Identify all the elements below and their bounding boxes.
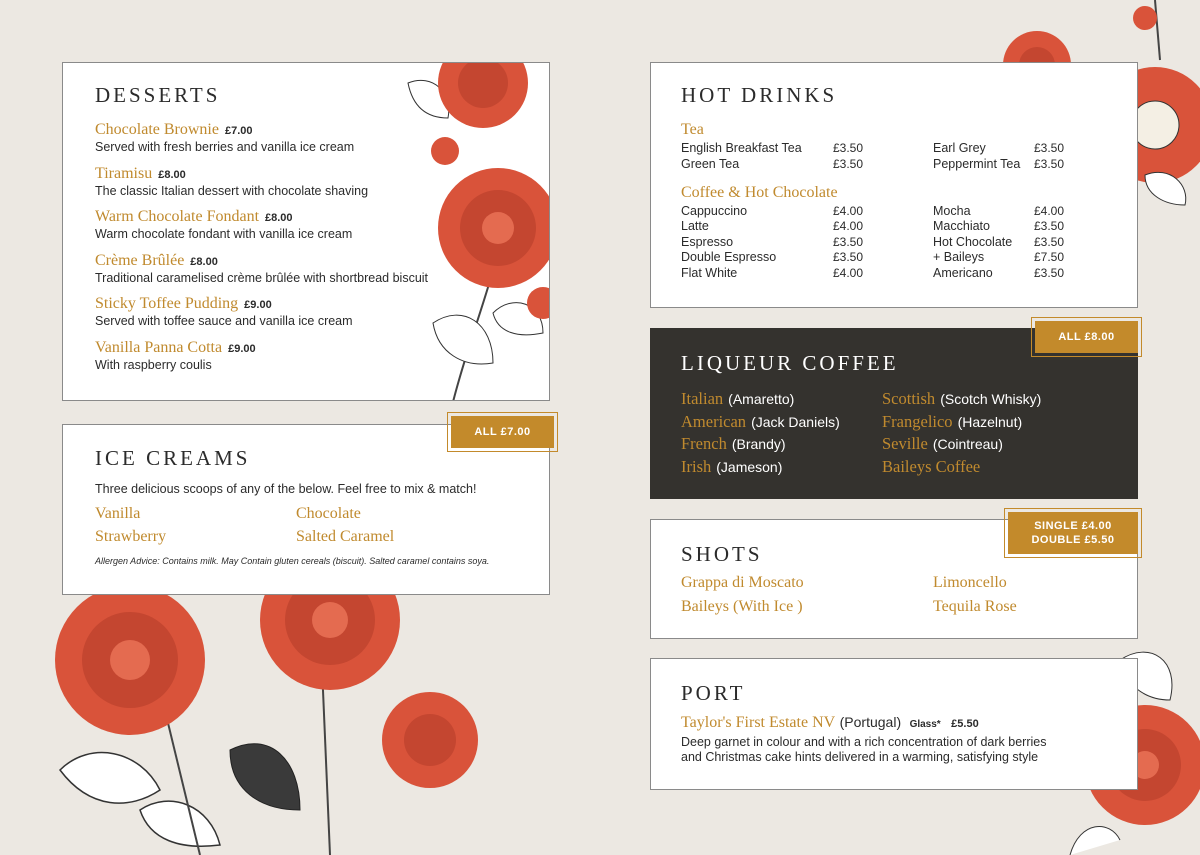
drink-price: £4.00 bbox=[833, 265, 864, 280]
liqueur-item bbox=[681, 389, 794, 409]
rose-illustration bbox=[393, 63, 550, 401]
dessert-item bbox=[95, 295, 353, 328]
dessert-item bbox=[95, 121, 354, 154]
dessert-price: £8.00 bbox=[265, 212, 293, 225]
drink-price: £3.50 bbox=[833, 250, 864, 265]
dessert-name: Sticky Toffee Pudding bbox=[95, 295, 239, 313]
desserts-card bbox=[62, 62, 550, 401]
drink-name: Mocha bbox=[933, 204, 971, 218]
dessert-description: Served with fresh berries and vanilla ice cream bbox=[95, 140, 355, 154]
liqueur-name: American bbox=[681, 411, 747, 431]
drink-row bbox=[681, 235, 871, 249]
dessert-title-line bbox=[95, 165, 368, 183]
flavour-item: Salted Caramel bbox=[296, 528, 395, 545]
dessert-title-line bbox=[95, 121, 354, 139]
drink-row bbox=[681, 141, 871, 155]
drink-price: £4.00 bbox=[833, 219, 864, 234]
dessert-item bbox=[95, 165, 368, 198]
liqueur-spirit: (Jack Daniels) bbox=[751, 413, 840, 430]
dessert-price: £7.00 bbox=[224, 125, 253, 137]
liqueur-item bbox=[882, 389, 1041, 409]
dessert-price: £8.00 bbox=[190, 255, 218, 268]
dessert-description: Warm chocolate fondant with vanilla ice cream bbox=[95, 227, 353, 242]
liqueur-name: Frangelico bbox=[882, 411, 953, 431]
dessert-item bbox=[95, 339, 256, 372]
leaf-icon bbox=[60, 744, 300, 846]
liqueur-item bbox=[681, 412, 840, 432]
drink-name: Espresso bbox=[681, 234, 734, 249]
port-card bbox=[650, 658, 1138, 790]
drink-row bbox=[933, 204, 1123, 218]
dessert-name: Chocolate Brownie bbox=[95, 121, 219, 138]
shots-single-price: SINGLE £4.00 bbox=[1034, 520, 1112, 532]
liqueur-item bbox=[882, 434, 1003, 454]
drink-row bbox=[933, 141, 1123, 155]
drink-row bbox=[681, 204, 871, 218]
drink-name: Peppermint Tea bbox=[933, 156, 1021, 171]
drink-row bbox=[933, 235, 1123, 249]
drink-name: Latte bbox=[681, 219, 709, 234]
dessert-item bbox=[95, 252, 428, 285]
shots-price-badge bbox=[1008, 512, 1138, 554]
dessert-name: Warm Chocolate Fondant bbox=[95, 208, 260, 226]
rose-icon bbox=[431, 63, 550, 319]
tea-section-title: Tea bbox=[681, 121, 704, 138]
drink-row bbox=[933, 219, 1123, 233]
coffee-section-title: Coffee & Hot Chocolate bbox=[681, 184, 838, 201]
drink-row bbox=[681, 250, 871, 264]
liqueur-name: Italian bbox=[681, 389, 724, 408]
liqueur-name: Seville bbox=[882, 434, 928, 453]
liqueur-item bbox=[882, 412, 1022, 432]
drink-row bbox=[681, 219, 871, 233]
liqueur-price-badge: ALL £8.00 bbox=[1035, 321, 1138, 353]
liqueur-item bbox=[681, 434, 786, 454]
dessert-description: Served with toffee sauce and vanilla ice cream bbox=[95, 314, 353, 329]
liqueur-item bbox=[681, 457, 782, 477]
dessert-price: £8.00 bbox=[158, 168, 186, 181]
drink-name: English Breakfast Tea bbox=[681, 141, 802, 155]
port-glass-label: Glass* bbox=[909, 719, 941, 730]
drink-price: £4.00 bbox=[1034, 204, 1065, 218]
drink-price: £4.00 bbox=[833, 204, 864, 218]
flavour-item: Vanilla bbox=[95, 505, 141, 522]
shot-item: Baileys (With Ice ) bbox=[681, 598, 803, 615]
dessert-name: Crème Brûlée bbox=[95, 251, 185, 269]
drink-price: £3.50 bbox=[1034, 234, 1065, 249]
drink-price: £3.50 bbox=[833, 156, 864, 171]
port-item bbox=[681, 714, 979, 732]
ice-creams-heading: ICE CREAMS bbox=[95, 446, 251, 470]
dessert-price: £9.00 bbox=[244, 299, 272, 312]
liqueur-spirit: (Cointreau) bbox=[932, 436, 1003, 452]
liqueur-coffee-card bbox=[650, 328, 1138, 499]
dessert-description: Traditional caramelised crème brûlée with shortbread biscuit bbox=[95, 270, 429, 285]
dessert-title-line bbox=[95, 252, 428, 270]
liqueur-name: Irish bbox=[681, 456, 712, 476]
drink-price: £3.50 bbox=[833, 141, 864, 155]
drink-row bbox=[933, 250, 1123, 264]
shots-double-price: DOUBLE £5.50 bbox=[1031, 534, 1115, 546]
drink-price: £3.50 bbox=[1034, 141, 1065, 155]
liqueur-name: Scottish bbox=[882, 389, 936, 408]
ice-creams-intro: Three delicious scoops of any of the below. Feel free to mix & match! bbox=[95, 482, 477, 496]
drink-name: + Baileys bbox=[933, 250, 985, 265]
liqueur-spirit: (Hazelnut) bbox=[957, 413, 1023, 430]
desserts-heading: DESSERTS bbox=[95, 83, 221, 107]
drink-price: £3.50 bbox=[833, 234, 864, 249]
flower-illustration-bottom-left bbox=[0, 560, 480, 855]
drink-name: Macchiato bbox=[933, 219, 990, 234]
dessert-title-line bbox=[95, 208, 352, 226]
drink-price: £3.50 bbox=[1034, 265, 1065, 280]
shots-heading: SHOTS bbox=[681, 542, 763, 566]
drink-row bbox=[933, 266, 1123, 280]
dessert-price: £9.00 bbox=[228, 343, 256, 355]
flavour-item: Chocolate bbox=[296, 505, 361, 522]
ice-creams-price-badge: ALL £7.00 bbox=[451, 416, 554, 448]
shot-item: Grappa di Moscato bbox=[681, 574, 804, 591]
port-price: £5.50 bbox=[951, 718, 979, 730]
liqueur-spirit: (Jameson) bbox=[716, 458, 783, 475]
dessert-item bbox=[95, 208, 352, 241]
liqueur-spirit: (Amaretto) bbox=[728, 391, 795, 407]
dessert-name: Tiramisu bbox=[95, 164, 153, 182]
drink-name: Green Tea bbox=[681, 156, 740, 171]
dessert-description: The classic Italian dessert with chocolate shaving bbox=[95, 183, 369, 198]
liqueur-spirit: (Scotch Whisky) bbox=[940, 391, 1042, 407]
dessert-description: With raspberry coulis bbox=[95, 358, 212, 372]
liqueur-item bbox=[882, 457, 985, 477]
port-heading: PORT bbox=[681, 681, 746, 705]
liqueur-name: French bbox=[681, 434, 727, 453]
dessert-name: Vanilla Panna Cotta bbox=[95, 339, 223, 356]
port-origin: (Portugal) bbox=[839, 714, 902, 730]
hot-drinks-card bbox=[650, 62, 1138, 308]
drink-row bbox=[681, 157, 871, 171]
drink-name: Cappuccino bbox=[681, 204, 748, 218]
drink-name: Double Espresso bbox=[681, 250, 777, 265]
liqueur-spirit: (Brandy) bbox=[731, 436, 786, 452]
port-description-line2: and Christmas cake hints delivered in a warming, satisfying style bbox=[681, 750, 1039, 764]
drink-row bbox=[681, 266, 871, 280]
shot-item: Limoncello bbox=[933, 574, 1007, 591]
drink-price: £3.50 bbox=[1034, 156, 1065, 171]
drink-row bbox=[933, 157, 1123, 171]
liqueur-name: Baileys Coffee bbox=[882, 456, 981, 476]
liqueur-coffee-heading: LIQUEUR COFFEE bbox=[681, 351, 899, 375]
drink-name: Flat White bbox=[681, 265, 738, 280]
shot-item: Tequila Rose bbox=[933, 598, 1017, 615]
drink-name: Americano bbox=[933, 265, 993, 280]
dessert-title-line bbox=[95, 295, 353, 313]
port-name: Taylor's First Estate NV bbox=[681, 714, 836, 731]
drink-name: Hot Chocolate bbox=[933, 234, 1013, 249]
ice-creams-card bbox=[62, 424, 550, 595]
hot-drinks-heading: HOT DRINKS bbox=[681, 83, 838, 107]
dessert-title-line bbox=[95, 339, 256, 357]
allergen-advice: Allergen Advice: Contains milk. May Contain gluten cereals (biscuit). Salted caramel contains soya. bbox=[95, 556, 490, 566]
drink-price: £3.50 bbox=[1034, 219, 1065, 234]
drink-price: £7.50 bbox=[1034, 250, 1065, 265]
flavour-item: Strawberry bbox=[95, 528, 167, 545]
port-description-line1: Deep garnet in colour and with a rich concentration of dark berries bbox=[681, 735, 1047, 749]
drink-name: Earl Grey bbox=[933, 141, 986, 155]
